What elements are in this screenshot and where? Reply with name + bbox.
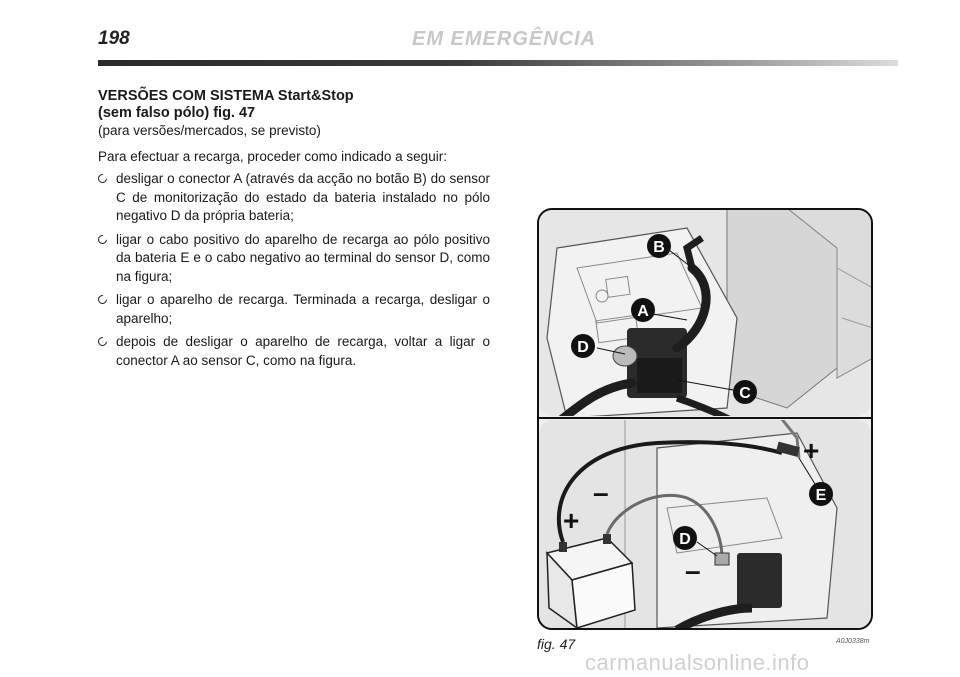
- list-item: [98, 291, 490, 328]
- callout-a: [631, 298, 655, 322]
- bullet-icon: [96, 233, 109, 246]
- plus-sign-right: +: [803, 435, 820, 466]
- step-text: ligar o cabo positivo do aparelho de recarga ao pólo positivo da bateria E e o cabo negativo ao terminal do sensor D, como na figura;: [116, 231, 490, 284]
- step-text: ligar o aparelho de recarga. Terminada a recarga, desligar o aparelho;: [116, 292, 490, 326]
- callout-b: [647, 234, 671, 258]
- bottom-panel: [537, 413, 873, 630]
- intro-text: Para efectuar a recarga, proceder como indicado a seguir:: [98, 149, 447, 164]
- callout-d-bottom: [673, 526, 697, 550]
- step-text: desligar o conector A (através da acção no botão B) do sensor C de monitorização do estado da bateria instalado no pólo negativo D da própria bateria;: [116, 171, 490, 223]
- callout-e-label: E: [815, 487, 827, 504]
- figure-code: A0J0338m: [836, 638, 870, 645]
- plus-sign-left: +: [563, 505, 580, 536]
- callout-d-top-label: D: [577, 339, 589, 356]
- callout-d-bottom-label: D: [679, 531, 691, 548]
- list-item: [98, 170, 490, 226]
- page-number: 198: [98, 28, 130, 49]
- header-rule: [98, 60, 898, 66]
- minus-sign-bottom: –: [685, 555, 701, 586]
- callout-c: [733, 380, 757, 404]
- heading-line-1: VERSÕES COM SISTEMA Start&Stop: [98, 88, 354, 104]
- text-column: [98, 88, 490, 375]
- list-item: [98, 333, 490, 370]
- step-text: depois de desligar o aparelho de recarga, voltar a ligar o conector A ao sensor C, como na figura.: [116, 334, 490, 368]
- minus-sign-top: –: [593, 477, 609, 508]
- callout-d-top: [571, 334, 595, 358]
- callout-e: [809, 482, 833, 506]
- list-item: [98, 231, 490, 287]
- callout-c-label: C: [739, 385, 751, 402]
- bullet-icon: [96, 172, 109, 185]
- subheading: (para versões/mercados, se previsto): [98, 123, 321, 138]
- figure-caption: fig. 47: [537, 636, 576, 652]
- bullet-icon: [96, 293, 109, 306]
- bullet-icon: [96, 335, 109, 348]
- heading-line-2: (sem falso pólo) fig. 47: [98, 105, 256, 121]
- figure-47-illustration: [537, 208, 873, 630]
- steps-list: [98, 170, 490, 370]
- top-panel: [537, 208, 873, 423]
- callout-a-label: A: [637, 303, 649, 320]
- section-title: EM EMERGÊNCIA: [412, 28, 597, 50]
- footer-watermark: carmanualsonline.info: [585, 650, 810, 675]
- callout-b-label: B: [653, 239, 665, 256]
